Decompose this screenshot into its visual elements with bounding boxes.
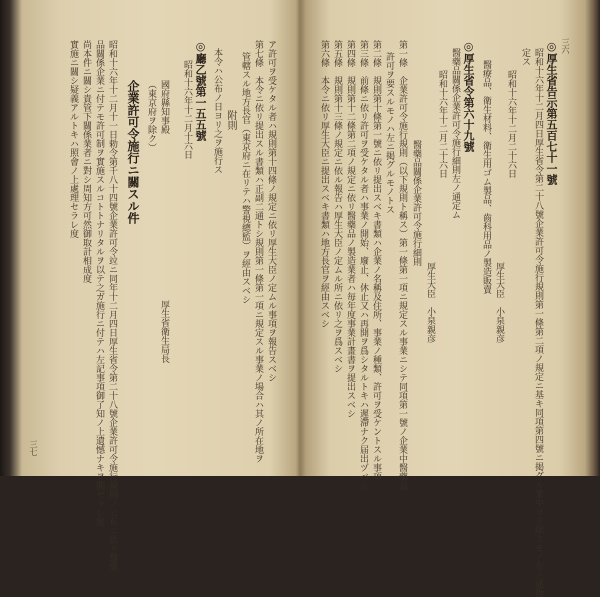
right-page xyxy=(300,0,600,597)
supplement-title: 附則 xyxy=(225,110,236,130)
notice-date: 昭和十六年十二月十六日 xyxy=(182,60,192,159)
article-6: 第六條 本令ニ依リ厚生大臣ニ提出スベキ書類ハ地方長官ヲ經由スベシ xyxy=(319,40,329,328)
ordinance-signer: 厚生大臣 小泉親彦 xyxy=(425,262,435,343)
supplement-body: 本令ハ公布ノ日ヨリ之ヲ施行ス xyxy=(212,48,222,174)
ordinance-title: ◎厚生省令第六十九號 xyxy=(462,40,475,152)
notice-title: ◎厚生省告示第五百七十一號 xyxy=(545,40,558,185)
continuation-line-2: 第七條 本令ニ依リ提出スル書類ハ正副二通トシ規則第一條第一項ニ規定スル事業ノ場合ハ其ノ所在地ヲ xyxy=(253,40,263,463)
notice-title: ◎廳乙號第一五五號 xyxy=(194,40,207,141)
ordinance-date: 昭和十六年十二月二十六日 xyxy=(437,70,447,178)
page-number: 三七 xyxy=(29,440,38,456)
left-page xyxy=(0,0,300,571)
article-3: 第三條 前條ニ依リ許可ヲ受ケタル者ハ事業ノ開始、廢止、休止又ハ再開ヲ爲シタルトキハ遲滯ナク届出ヅベシ xyxy=(358,40,368,490)
page-number: 三六 xyxy=(561,38,570,54)
continuation-line-1: ア許可ヲ受ケタル者ハ規則第十四條ノ規定ニ依リ厚生大臣ノ定ムル事項ヲ報告スベシ xyxy=(266,40,276,382)
notice-date: 昭和十六年十二月二十六日 xyxy=(506,70,516,178)
notice-body-cont: 定ス xyxy=(520,48,530,66)
governor-line-1: 國府縣知事殿 xyxy=(159,80,169,134)
article-4: 第四條 規則第十二條第二項ノ規定ニ依リ醫藥品ノ製造業者ハ毎年度事業計畫書ヲ提出スベシ xyxy=(345,40,355,418)
body-line-1: 昭和十六年十二月十一日勅令第千八十四號企業許可令竝ニ同年十二月四日厚生省令第二十八號企業許可令施行規則ノ公布ニ依リ醫藥 xyxy=(107,40,117,571)
notice-body: 昭和十六年十二月四日厚生省令第二十八號企業許可令施行規則第一條第二項ノ規定ニ基キ同項第四號ニ掲グル業中ヨリ除クモノ左ノ通指 xyxy=(533,48,543,597)
notice-item: 醫療品、衛生材料、衛生用ゴム製品、齒科用品ノ製造販賣 xyxy=(481,60,491,294)
governor-line-2: （東京府ヲ除ク） xyxy=(146,80,156,152)
article-1-cont: 許可ヲ要スルモノハ左ニ掲グルモノトス xyxy=(384,52,394,214)
body-line-4: 實施ニ關シ疑義アルトキハ照會ノ上處理セラレ度 xyxy=(68,40,78,238)
continuation-line-3: 管轄スル地方長官（東京府ニ在リテハ警視總監）ヲ經由スベシ xyxy=(240,52,250,304)
body-line-2: 品關係企業ニ付テモ許可制ヲ實施スルコトトナリタルヲ以テ之ガ施行ニ付テハ左記事項御了知ノ上遺憾ナキヲ期セラレ度 xyxy=(94,40,104,526)
ministry-signer: 厚生省衛生局長 xyxy=(159,300,169,363)
subject-heading: 企業許可令施行ニ關スル件 xyxy=(126,80,140,224)
article-1: 第一條 企業許可令施行規則（以下規則ト稱ス）第一條第一項ニ規定スル事業ニシテ同項第一號ノ企業中醫藥品 xyxy=(397,40,407,490)
article-5: 第五條 規則第十三條ノ規定ニ依ル報告ハ厚生大臣ノ定ムル所ニ依リ之ヲ爲スベシ xyxy=(332,40,342,373)
body-line-3: 尚本件ニ關シ貴管下關係業者ニ對シ周知方可然御取計相成度 xyxy=(81,40,91,283)
ordinance-intro: 醫藥品關係企業許可令施行細則左ノ通定ム xyxy=(450,48,460,219)
notice-signer: 厚生大臣 小泉親彦 xyxy=(494,262,504,343)
article-2: 第二條 規則第十條第一號ニ依リ提出スベキ書類ハ企業ノ名稱及住所、事業ノ種類、許可ヲ受ケントスル事項 xyxy=(371,40,381,481)
rule-title: 醫藥品關係企業許可令施行細則 xyxy=(411,140,421,266)
